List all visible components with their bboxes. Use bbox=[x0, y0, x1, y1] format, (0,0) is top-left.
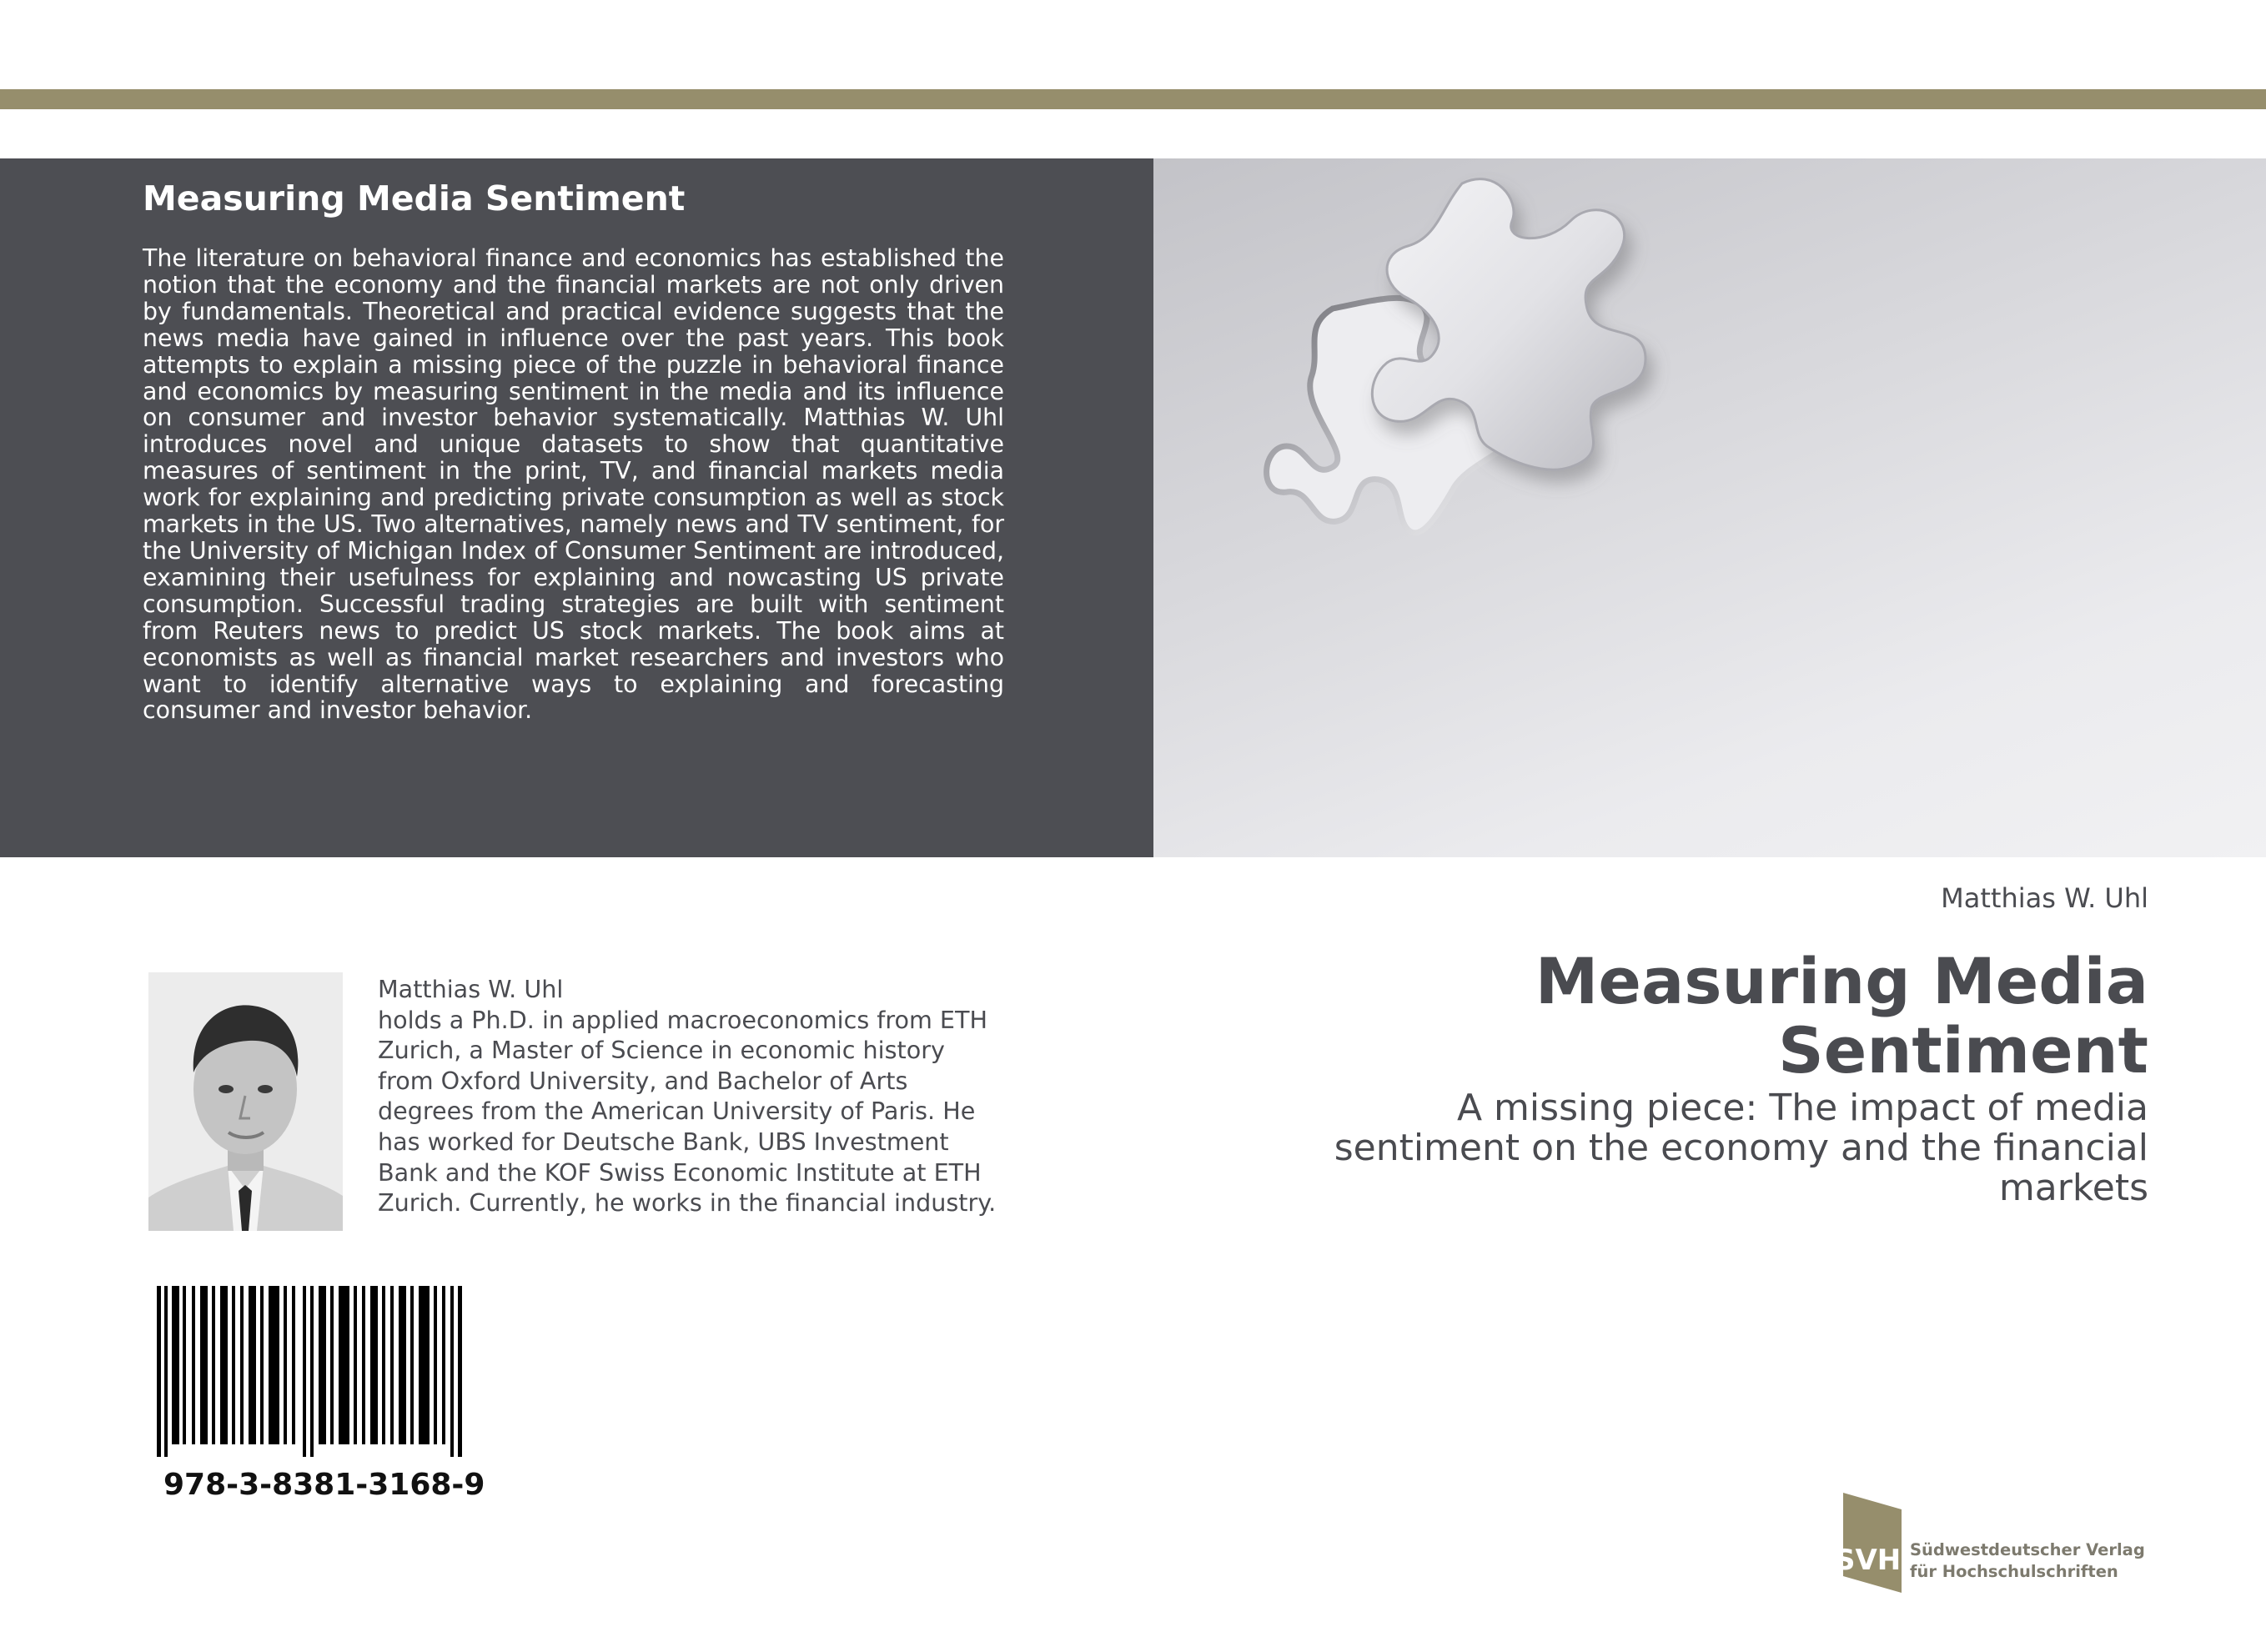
puzzle-illustration bbox=[1153, 158, 2266, 857]
publisher-name-line-2: für Hochschulschriften bbox=[1910, 1562, 2118, 1581]
back-cover-blurb: The literature on behavioral finance and economics has established the notion that the economy and the financial markets are not only driven by fundamentals. Theoretical and practical evidence suggests that the news media have gained in influence over the past years. This book attempts to explain a missing piece of the puzzle in behavioral finance and economics by measuring sentiment in the media and its influence on consumer and investor behavior systematically. Matthias W. Uhl introduces novel and unique datasets to show that quantitative measures of sentiment in the print, TV, and financial markets media work for explaining and predicting private consumption as well as stock markets in the US. Two alternatives, namely news and TV sentiment, for the University of Michigan Index of Consumer Sentiment are introduced, examining their usefulness for explaining and nowcasting US private consumption. Successful trading strategies are built with sentiment from Reuters news to predict US stock markets. The book aims at economists as well as financial market researchers and investors who want to identify alternative ways to explaining and forecasting consumer and investor behavior. bbox=[143, 244, 1004, 725]
book-title-line-2: Sentiment bbox=[1778, 1013, 2148, 1087]
author-name: Matthias W. Uhl bbox=[1941, 882, 2148, 914]
book-title-line-1: Measuring Media bbox=[1535, 944, 2148, 1018]
book-subtitle: A missing piece: The impact of media sentiment on the economy and the financial markets bbox=[1334, 1087, 2148, 1209]
accent-bar bbox=[0, 89, 2266, 109]
publisher-name bbox=[1910, 1539, 2145, 1583]
back-cover-title: Measuring Media Sentiment bbox=[143, 178, 686, 218]
publisher-name-line-1: Südwestdeutscher Verlag bbox=[1910, 1540, 2145, 1559]
publisher-logo-icon bbox=[1835, 1493, 1902, 1593]
cover-image-puzzle bbox=[1153, 158, 2266, 857]
author-bio-name: Matthias W. Uhl bbox=[378, 975, 564, 1003]
author-bio-text: holds a Ph.D. in applied macroeconomics from ETH Zurich, a Master of Science in economic history from Oxford University, and Bachelor of Arts degrees from the American University of Paris. He has worked for Deutsche Bank, UBS Investment Bank and the KOF Swiss Economic Institute at ETH Zurich. Currently, he works in the financial industry. bbox=[378, 1005, 997, 1218]
barcode bbox=[157, 1286, 474, 1457]
author-photo bbox=[148, 972, 343, 1231]
book-title bbox=[1314, 944, 2148, 1087]
isbn-number: 978-3-8381-3168-9 bbox=[163, 1468, 485, 1502]
author-portrait-illustration bbox=[148, 972, 343, 1231]
publisher-logo-text: SVH bbox=[1835, 1544, 1902, 1577]
author-bio bbox=[378, 974, 999, 1218]
